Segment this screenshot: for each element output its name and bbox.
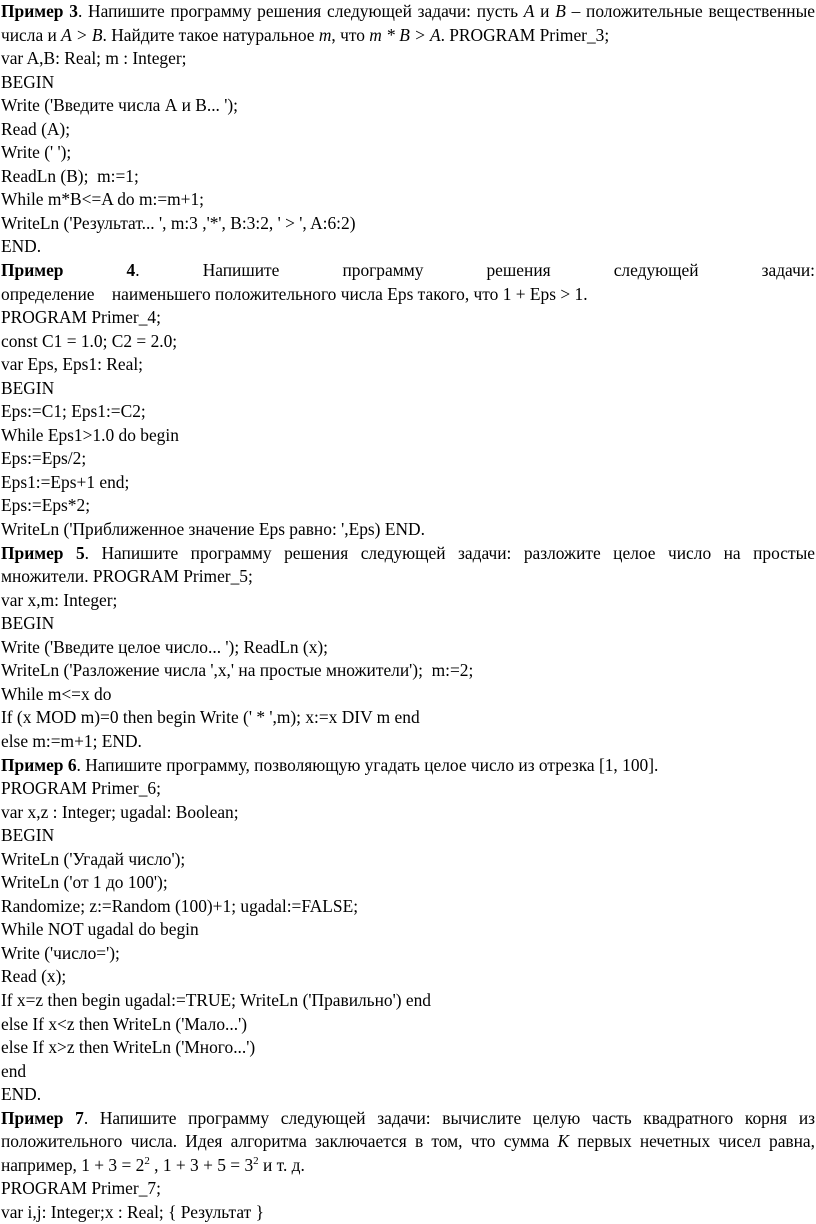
code-line: Read (A); (1, 118, 71, 139)
code-line: else m:=m+1; END. (1, 730, 142, 751)
code-line: else If x>z then WriteLn ('Много...') (1, 1037, 256, 1058)
code-line: Eps:=Eps/2; (1, 448, 87, 469)
code-line: BEGIN (1, 613, 55, 634)
code-line: var A,B: Real; m : Integer; (1, 48, 187, 69)
code-line: END. (1, 1084, 42, 1105)
code-line: var Eps, Eps1: Real; (1, 354, 143, 375)
code-line: var i,j: Integer;x : Real; { Результат } (1, 1201, 264, 1222)
code-line: If x=z then begin ugadal:=TRUE; WriteLn ('Правильно') end (1, 989, 432, 1010)
code-line: Write ('число='); (1, 942, 120, 963)
code-line: WriteLn ('от 1 до 100'); (1, 872, 168, 893)
code-line: var x,z : Integer; ugadal: Boolean; (1, 801, 239, 822)
code-line: else If x<z then WriteLn ('Мало...') (1, 1013, 248, 1034)
code-line: While NOT ugadal do begin (1, 919, 199, 940)
code-line: PROGRAM Primer_7; (1, 1178, 161, 1199)
code-line: Read (x); (1, 966, 67, 987)
example-4-heading: Пример 4. Напишите программу решения следующей задачи: (1, 260, 815, 281)
code-line: Write ('Введите числа А и В... '); (1, 95, 239, 116)
example-label: Пример 6 (1, 754, 77, 775)
example-5-heading: Пример 5. Напишите программу решения следующей задачи: разложите целое число на простые множители. PROGRAM Primer_5; (1, 542, 815, 587)
code-line: BEGIN (1, 825, 55, 846)
code-line: Eps:=Eps*2; (1, 495, 91, 516)
code-line: BEGIN (1, 377, 55, 398)
code-line: WriteLn ('Результат... ', m:3 ,'*', B:3:2, ' > ', A:6:2) (1, 212, 356, 233)
example-4-heading-cont: определение наименьшего положительного числа Eps такого, что 1 + Eps > 1. (1, 283, 588, 304)
example-label: Пример (1, 260, 64, 281)
code-line: While m*B<=A do m:=m+1; (1, 189, 204, 210)
code-line: WriteLn ('Разложение числа ',x,' на простые множители'); m:=2; (1, 660, 474, 681)
code-line: BEGIN (1, 71, 55, 92)
code-line: Write ('Введите целое число... '); ReadLn (x); (1, 636, 329, 657)
code-line: PROGRAM Primer_6; (1, 778, 161, 799)
example-6-heading: Пример 6. Напишите программу, позволяющую угадать целое число из отрезка [1, 100]. (1, 754, 659, 775)
example-7-heading: Пример 7. Напишите программу следующей задачи: вычислите целую часть квадратного корня из положительного числа. Идея алгоритма заключается в том, что сумма K первых нечетных чисел равна, например, $1 + 3 = 2^2$ , $1 + 3 + 5 = 3^2$ и т. д. (1, 1107, 815, 1175)
code-line: WriteLn ('Приближенное значение Eps равно: ',Eps) END. (1, 519, 425, 540)
example-label: Пример 7 (1, 1107, 84, 1128)
code-line: var x,m: Integer; (1, 589, 118, 610)
code-line: Write (' '); (1, 142, 72, 163)
code-line: WriteLn ('Угадай число'); (1, 848, 186, 869)
code-line: If (x MOD m)=0 then begin Write (' * ',m); x:=x DIV m end (1, 707, 420, 728)
code-line: end (1, 1060, 27, 1081)
code-line: PROGRAM Primer_4; (1, 307, 161, 328)
code-line: END. (1, 236, 42, 257)
code-line: While m<=x do (1, 683, 112, 704)
example-label: Пример 5 (1, 542, 85, 563)
code-line: While Eps1>1.0 do begin (1, 424, 179, 445)
example-3-heading: Пример 3. Напишите программу решения следующей задачи: пусть A и B – положительные вещественные числа и A > B. Найдите такое натуральное m, что m * B > A. PROGRAM Primer_3; (1, 1, 815, 45)
code-line: ReadLn (B); m:=1; (1, 165, 139, 186)
code-line: Randomize; z:=Random (100)+1; ugadal:=FALSE; (1, 895, 359, 916)
code-line: Eps1:=Eps+1 end; (1, 471, 130, 492)
code-line: const C1 = 1.0; C2 = 2.0; (1, 330, 178, 351)
example-label: Пример 3 (1, 1, 78, 21)
code-line: Eps:=C1; Eps1:=C2; (1, 401, 146, 422)
